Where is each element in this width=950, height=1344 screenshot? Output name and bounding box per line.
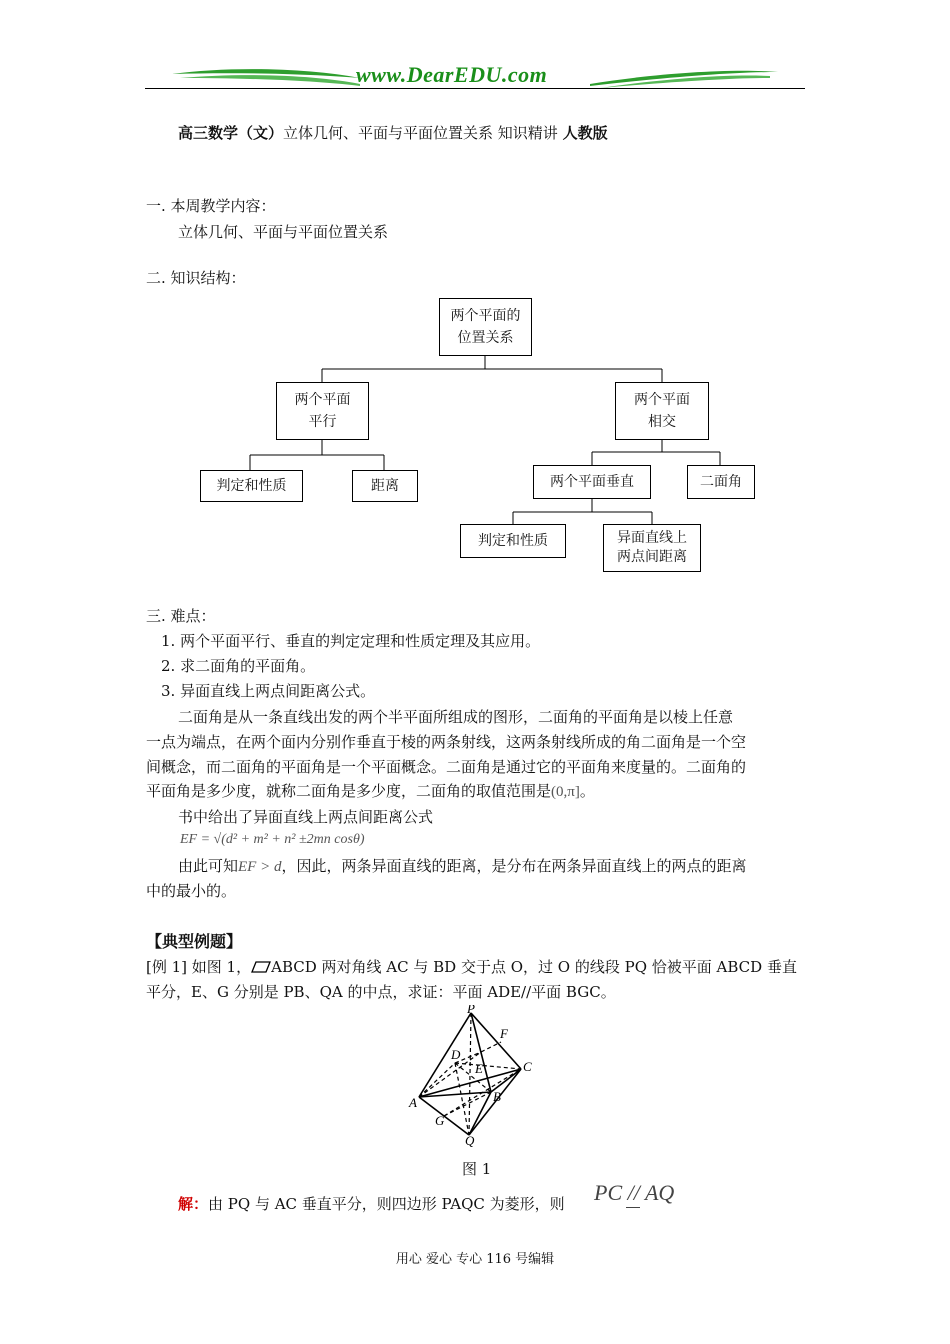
page-footer: 用心 爱心 专心 116 号编辑	[395, 1252, 555, 1267]
title-main: 立体几何、平面与平面位置关系 知识精讲	[283, 124, 563, 142]
node-planes-perpendicular: 两个平面垂直	[533, 465, 651, 499]
difficulty-item-1: 1. 两个平面平行、垂直的判定定理和性质定理及其应用。	[161, 632, 541, 650]
paragraph-text: 。	[579, 782, 595, 800]
dihedral-paragraph-line1: 二面角是从一条直线出发的两个半平面所组成的图形，二面角的平面角是以棱上任意	[178, 708, 734, 726]
node-text: 异面直线上	[617, 530, 687, 546]
label-d: D	[451, 1047, 461, 1062]
node-criteria-properties-parallel: 判定和性质	[200, 470, 303, 502]
node-text: 两个平面	[294, 392, 351, 408]
title-suffix: 人教版	[562, 124, 608, 142]
node-text: 两个平面的	[450, 308, 521, 324]
conclusion-line1	[178, 854, 746, 880]
figure1-caption: 图 1	[462, 1160, 492, 1178]
label-a: A	[409, 1095, 417, 1110]
dihedral-paragraph-line4	[146, 779, 595, 805]
inequality: EF > d	[238, 859, 282, 875]
paragraph-text: 平面角是多少度，就称二面角是多少度，二面角的取值范围是	[146, 782, 552, 800]
section2-heading: 二. 知识结构：	[146, 269, 246, 287]
dihedral-paragraph-line2: 一点为端点，在两个面内分别作垂直于棱的两条射线，这两条射线所成的角二面角是一个空	[146, 733, 747, 751]
example1-line1	[146, 955, 797, 980]
site-logo-text: www.DearEDU.com	[356, 62, 548, 87]
label-c: C	[523, 1059, 532, 1074]
node-text: 位置关系	[457, 330, 514, 346]
angle-range: (0,π]	[551, 784, 580, 800]
node-text: 相交	[648, 414, 676, 430]
parallelogram-icon	[251, 961, 271, 973]
node-skew-line-distance	[603, 524, 701, 572]
dihedral-paragraph-line3: 间概念，而二面角的平面角是一个平面概念。二面角是通过它的平面角来度量的。二面角的	[146, 758, 747, 776]
section3-heading: 三. 难点：	[146, 607, 216, 625]
solution-text: 由 PQ 与 AC 垂直平分，则四边形 PAQC 为菱形，则	[208, 1195, 565, 1213]
equal-parallel-bar	[626, 1207, 640, 1208]
node-text: 两点间距离	[617, 549, 687, 565]
example1-line2: 平分，E、G 分别是 PB、QA 的中点，求证：平面 ADE//平面 BGC。	[146, 983, 616, 1001]
paragraph-text: ABCD 两对角线 AC 与 BD 交于点 O，过 O 的线段 PQ 恰被平面 ABCD 垂直	[271, 958, 797, 976]
difficulty-item-3: 3. 异面直线上两点间距离公式。	[161, 682, 376, 700]
figure1-geometry	[405, 1005, 540, 1147]
label-g: G	[435, 1113, 445, 1128]
title-prefix: 高三数学（文）	[178, 124, 284, 142]
node-distance: 距离	[352, 470, 418, 502]
label-p: P	[467, 1005, 475, 1016]
examples-heading: 【典型例题】	[146, 932, 243, 951]
distance-formula: EF = √(d² + m² + n² ±2mn cosθ)	[180, 832, 365, 847]
paragraph-text: 由此可知	[178, 857, 239, 875]
node-dihedral-angle: 二面角	[687, 465, 755, 499]
solution-label: 解：	[178, 1195, 209, 1213]
solution-line	[178, 1192, 565, 1217]
node-planes-parallel	[276, 382, 369, 440]
node-text: 两个平面	[634, 392, 690, 408]
paragraph-text: ，因此，两条异面直线的距离，是分布在两条异面直线上的两点的距离	[281, 857, 747, 875]
label-e: E	[475, 1061, 483, 1076]
difficulty-item-2: 2. 求二面角的平面角。	[161, 657, 316, 675]
solution-math: PC // AQ	[594, 1180, 675, 1205]
formula-intro: 书中给出了异面直线上两点间距离公式	[178, 808, 434, 826]
label-b: B	[493, 1089, 501, 1104]
section1-heading: 一. 本周教学内容：	[146, 197, 276, 215]
label-f: F	[500, 1026, 508, 1041]
node-plane-relation	[439, 298, 532, 356]
paragraph-text: [例 1] 如图 1，	[146, 958, 252, 976]
node-text: 平行	[308, 414, 337, 430]
label-q: Q	[465, 1133, 475, 1147]
conclusion-line2: 中的最小的。	[146, 882, 237, 900]
node-criteria-properties-perpendicular: 判定和性质	[460, 524, 566, 558]
node-planes-intersect	[615, 382, 709, 440]
section1-content: 立体几何、平面与平面位置关系	[178, 223, 389, 241]
